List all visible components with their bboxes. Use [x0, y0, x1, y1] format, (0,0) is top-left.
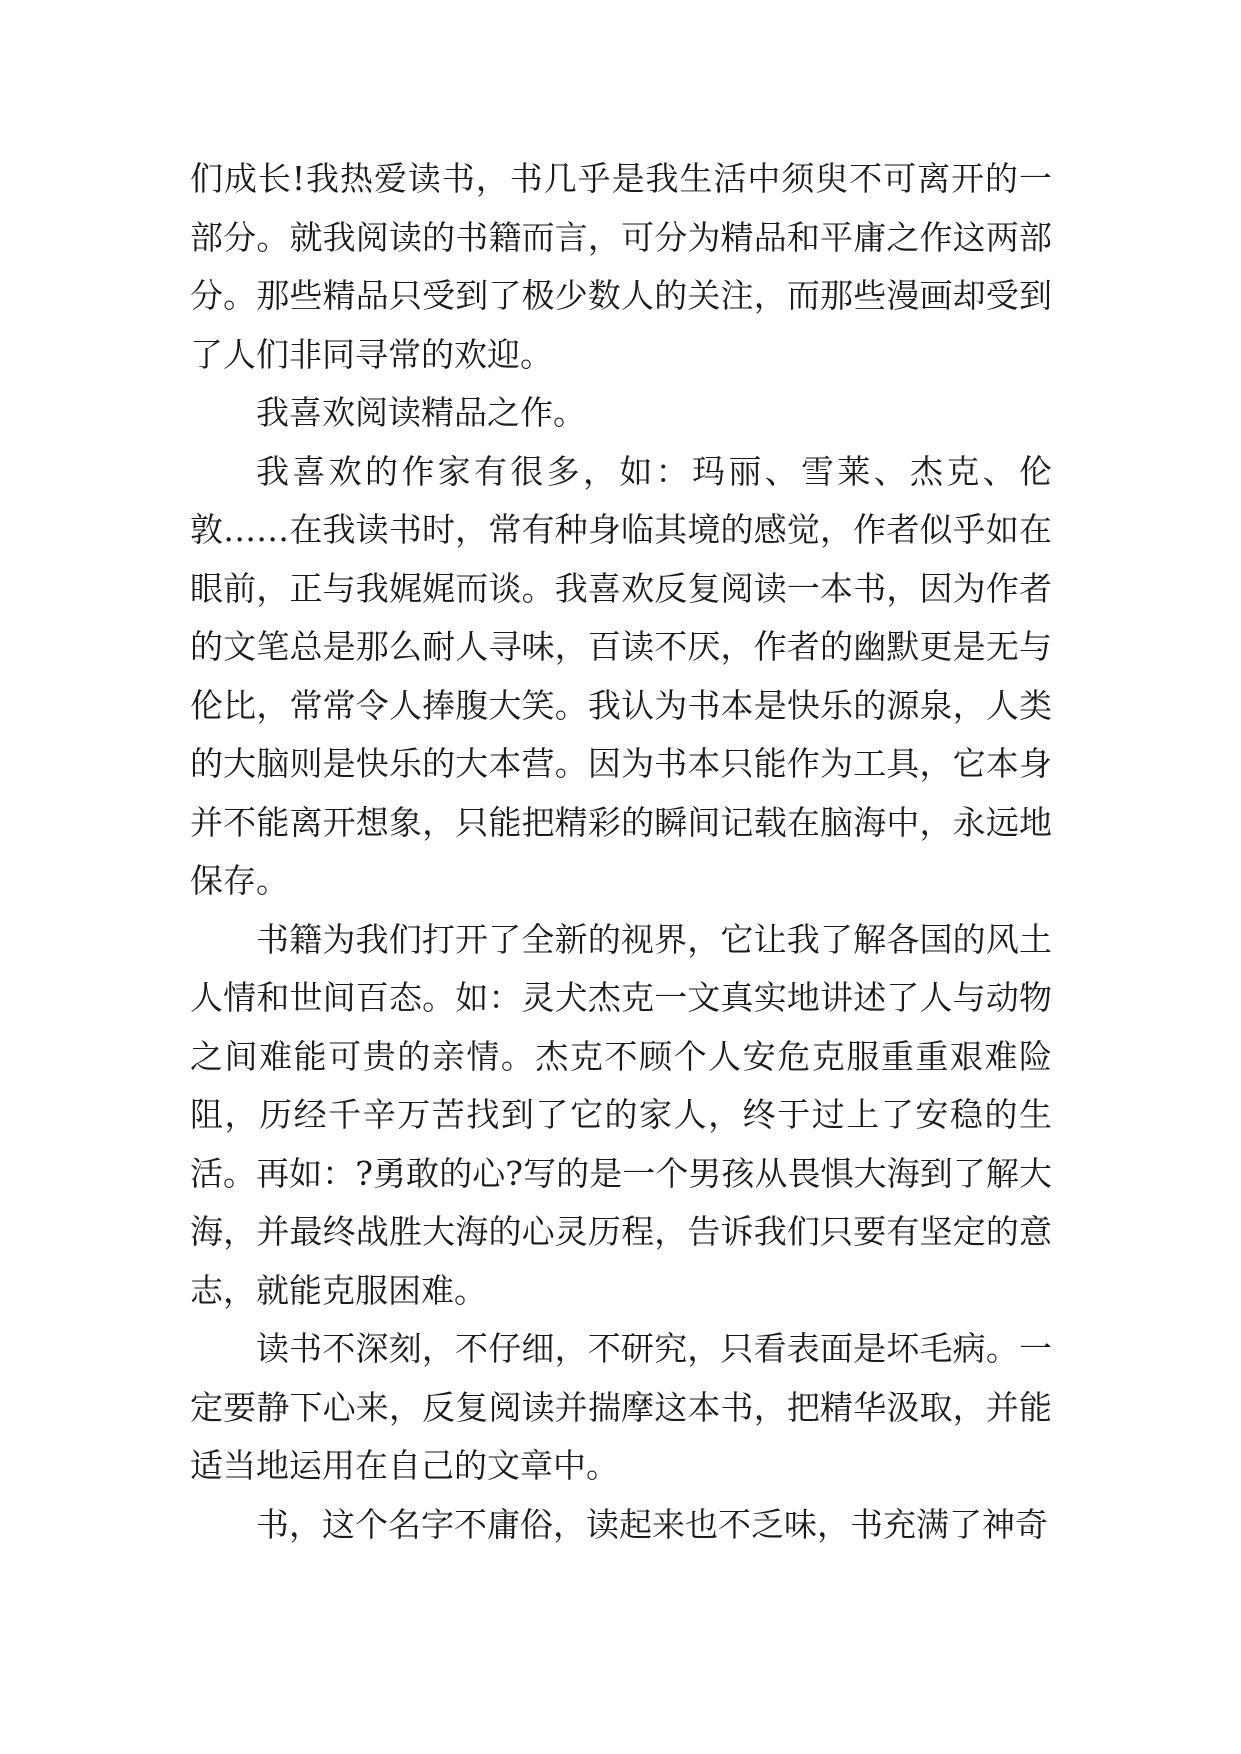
- paragraph-5: 读书不深刻，不仔细，不研究，只看表面是坏毛病。一定要静下心来，反复阅读并揣摩这本书，把精华汲取，并能适当地运用在自己的文章中。: [190, 1329, 1052, 1485]
- paragraph-4: 书籍为我们打开了全新的视界，它让我了解各国的风土人情和世间百态。如：灵犬杰克一文真实地讲述了人与动物之间难能可贵的亲情。杰克不顾个人安危克服重重艰难险阻，历经千辛万苦找到了它的家人，终于过上了安稳的生活。再如：?勇敢的心?写的是一个男孩从畏惧大海到了解大海，并最终战胜大海的心灵历程，告诉我们只要有坚定的意志，就能克服困难。: [190, 919, 1052, 1310]
- body-text: [190, 150, 1052, 1554]
- paragraph-2: 我喜欢阅读精品之作。: [256, 393, 586, 432]
- paragraph-3: 我喜欢的作家有很多，如：玛丽、雪莱、杰克、伦敦……在我读书时，常有种身临其境的感觉，作者似乎如在眼前，正与我娓娓而谈。我喜欢反复阅读一本书，因为作者的文笔总是那么耐人寻味，百读不厌，作者的幽默更是无与伦比，常常令人捧腹大笑。我认为书本是快乐的源泉，人类的大脑则是快乐的大本营。因为书本只能作为工具，它本身并不能离开想象，只能把精彩的瞬间记载在脑海中，永远地保存。: [190, 451, 1052, 900]
- paragraph-1: 们成长!我热爱读书，书几乎是我生活中须臾不可离开的一部分。就我阅读的书籍而言，可分为精品和平庸之作这两部分。那些精品只受到了极少数人的关注，而那些漫画却受到了人们非同寻常的欢迎。: [190, 159, 1052, 374]
- paragraph-6: 书，这个名字不庸俗，读起来也不乏味，书充满了神奇: [256, 1504, 1048, 1544]
